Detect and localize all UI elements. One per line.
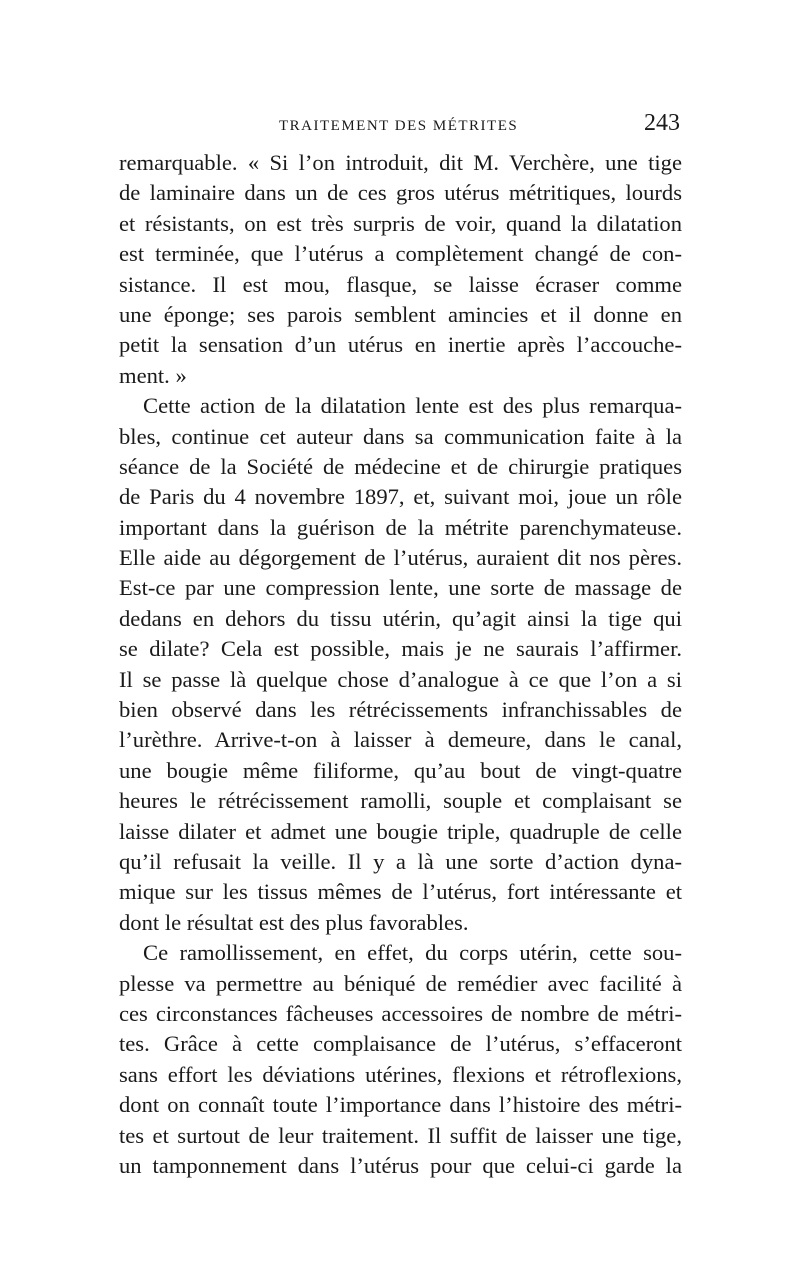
text-line: important dans la guérison de la métrite parenchymateuse.: [119, 514, 682, 540]
text-line: séance de la Société de médecine et de chirurgie pratiques: [119, 453, 682, 479]
text-line: bien observé dans les rétrécissements infranchissables de: [119, 697, 682, 723]
text-line: dont on connaît toute l’importance dans l’histoire des métri-: [119, 1092, 682, 1118]
text-line: Est-ce par une compression lente, une sorte de massage de: [119, 575, 682, 601]
text-line: un tamponnement dans l’utérus pour que celui-ci garde la: [119, 1152, 682, 1178]
text-line: heures le rétrécissement ramolli, souple et complaisant se: [119, 788, 682, 814]
running-title: TRAITEMENT DES MÉTRITES: [279, 118, 519, 134]
text-line: petit la sensation d’un utérus en inertie après l’accouche-: [119, 332, 682, 358]
text-line: de laminaire dans un de ces gros utérus métritiques, lourds: [119, 180, 682, 206]
text-line: sans effort les déviations utérines, flexions et rétroflexions,: [119, 1061, 682, 1087]
text-line: bles, continue cet auteur dans sa communication faite à la: [119, 423, 682, 449]
text-line: dont le résultat est des plus favorables.: [119, 909, 469, 935]
text-line: l’urèthre. Arrive-t-on à laisser à demeure, dans le canal,: [119, 727, 682, 753]
text-line: Ce ramollissement, en effet, du corps utérin, cette sou-: [143, 940, 682, 966]
text-line: se dilate? Cela est possible, mais je ne saurais l’affirmer.: [119, 636, 682, 662]
text-line: plesse va permettre au béniqué de remédier avec facilité à: [119, 970, 682, 996]
text-line: laisse dilater et admet une bougie triple, quadruple de celle: [119, 818, 682, 844]
text-line: de Paris du 4 novembre 1897, et, suivant moi, joue un rôle: [119, 484, 682, 510]
text-line: tes. Grâce à cette complaisance de l’utérus, s’effaceront: [119, 1031, 682, 1057]
text-line: remarquable. « Si l’on introduit, dit M. Verchère, une tige: [119, 150, 682, 175]
text-line: ment. »: [119, 362, 187, 388]
text-line: ces circonstances fâcheuses accessoires de nombre de métri-: [119, 1000, 682, 1026]
text-line: et résistants, on est très surpris de voir, quand la dilatation: [119, 210, 682, 236]
text-line: Elle aide au dégorgement de l’utérus, auraient dit nos pères.: [119, 545, 682, 571]
text-line: Il se passe là quelque chose d’analogue à ce que l’on a si: [119, 666, 682, 692]
text-line: est terminée, que l’utérus a complètement changé de con-: [119, 241, 682, 267]
text-line: mique sur les tissus mêmes de l’utérus, fort intéressante et: [119, 879, 682, 905]
page-header: [119, 110, 682, 144]
book-page: [119, 110, 682, 1181]
body-text: [119, 148, 682, 1181]
page-number: 243: [644, 110, 680, 136]
text-line: Cette action de la dilatation lente est des plus remarqua-: [143, 393, 682, 419]
text-line: une bougie même filiforme, qu’au bout de vingt-quatre: [119, 757, 682, 783]
text-line: sistance. Il est mou, flasque, se laisse écraser comme: [119, 271, 682, 297]
text-line: dedans en dehors du tissu utérin, qu’agit ainsi la tige qui: [119, 605, 682, 631]
text-line: tes et surtout de leur traitement. Il suffit de laisser une tige,: [119, 1122, 682, 1148]
text-line: une éponge; ses parois semblent amincies et il donne en: [119, 301, 682, 327]
text-line: qu’il refusait la veille. Il y a là une sorte d’action dyna-: [119, 848, 682, 874]
